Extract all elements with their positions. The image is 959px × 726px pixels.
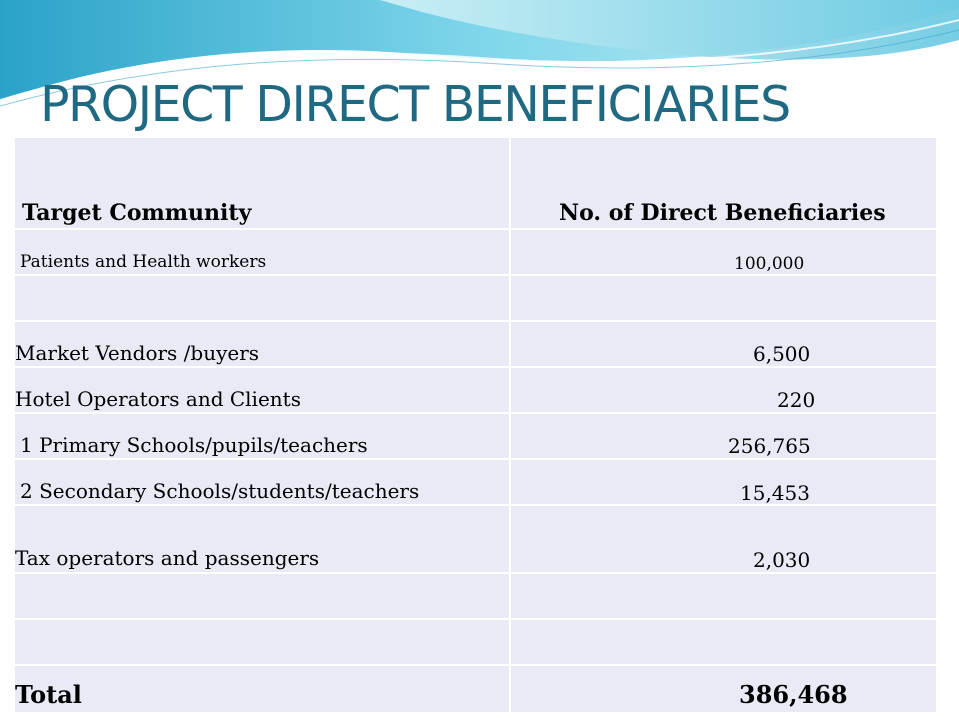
row-community: Market Vendors /buyers (15, 341, 260, 365)
row-community: Hotel Operators and Clients (15, 387, 301, 411)
total-value: 386,468 (739, 680, 848, 709)
column-divider (509, 138, 511, 712)
row-community: 2 Secondary Schools/students/teachers (20, 479, 420, 503)
table-row-empty (15, 276, 936, 322)
row-beneficiaries: 15,453 (740, 481, 810, 505)
row-beneficiaries: 100,000 (734, 254, 805, 274)
row-beneficiaries: 220 (777, 388, 816, 412)
row-beneficiaries: 6,500 (753, 342, 811, 366)
row-community: Tax operators and passengers (15, 546, 320, 570)
row-community: Patients and Health workers (20, 252, 267, 272)
header-direct-beneficiaries: No. of Direct Beneficiaries (559, 200, 886, 226)
slide-title: PROJECT DIRECT BENEFICIARIES (40, 76, 790, 133)
header-target-community: Target Community (22, 200, 252, 226)
beneficiaries-table (15, 138, 936, 712)
table-row-empty (15, 574, 936, 620)
row-community: 1 Primary Schools/pupils/teachers (20, 433, 368, 457)
row-beneficiaries: 2,030 (753, 548, 811, 572)
table-row-empty (15, 620, 936, 666)
total-label: Total (15, 680, 82, 709)
row-beneficiaries: 256,765 (728, 434, 811, 458)
